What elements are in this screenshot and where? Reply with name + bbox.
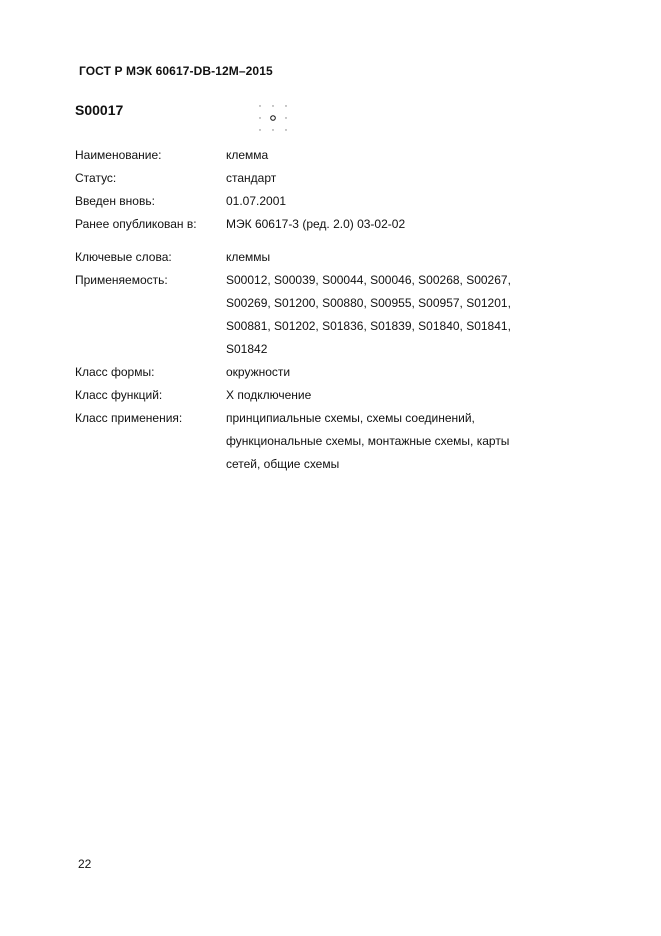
application-class-line: принципиальные схемы, схемы соединений,: [226, 411, 475, 425]
status-value: стандарт: [226, 171, 277, 185]
terminal-circle-symbol: [256, 104, 290, 132]
shape-class-value: окружности: [226, 365, 291, 379]
application-class-value: [226, 407, 509, 476]
function-class-label: Класс функций:: [75, 388, 163, 402]
keywords-label: Ключевые слова:: [75, 250, 172, 264]
published-label: Ранее опубликован в:: [75, 217, 197, 231]
name-value: клемма: [226, 148, 269, 162]
status-label: Статус:: [75, 171, 117, 185]
published-value: МЭК 60617-3 (ред. 2.0) 03-02-02: [226, 217, 406, 231]
applicability-line: S00269, S01200, S00880, S00955, S00957, S01201,: [226, 296, 511, 310]
introduced-value: 01.07.2001: [226, 194, 287, 208]
applicability-value: [226, 269, 511, 361]
application-class-line: функциональные схемы, монтажные схемы, карты: [226, 434, 510, 448]
function-class-value: Х подключение: [226, 388, 312, 402]
applicability-line: S00012, S00039, S00044, S00046, S00268, S00267,: [226, 273, 511, 287]
introduced-label: Введен вновь:: [75, 194, 155, 208]
applicability-label: Применяемость:: [75, 273, 168, 287]
name-label: Наименование:: [75, 148, 162, 162]
applicability-line: S00881, S01202, S01836, S01839, S01840, S01841,: [226, 319, 511, 333]
shape-class-label: Класс формы:: [75, 365, 155, 379]
document-header: ГОСТ Р МЭК 60617-DB-12М–2015: [79, 64, 273, 78]
symbol-id: S00017: [75, 102, 124, 118]
application-class-label: Класс применения:: [75, 411, 183, 425]
application-class-line: сетей, общие схемы: [226, 457, 340, 471]
keywords-value: клеммы: [226, 250, 271, 264]
page-number: 22: [78, 857, 92, 871]
applicability-line: S01842: [226, 342, 268, 356]
